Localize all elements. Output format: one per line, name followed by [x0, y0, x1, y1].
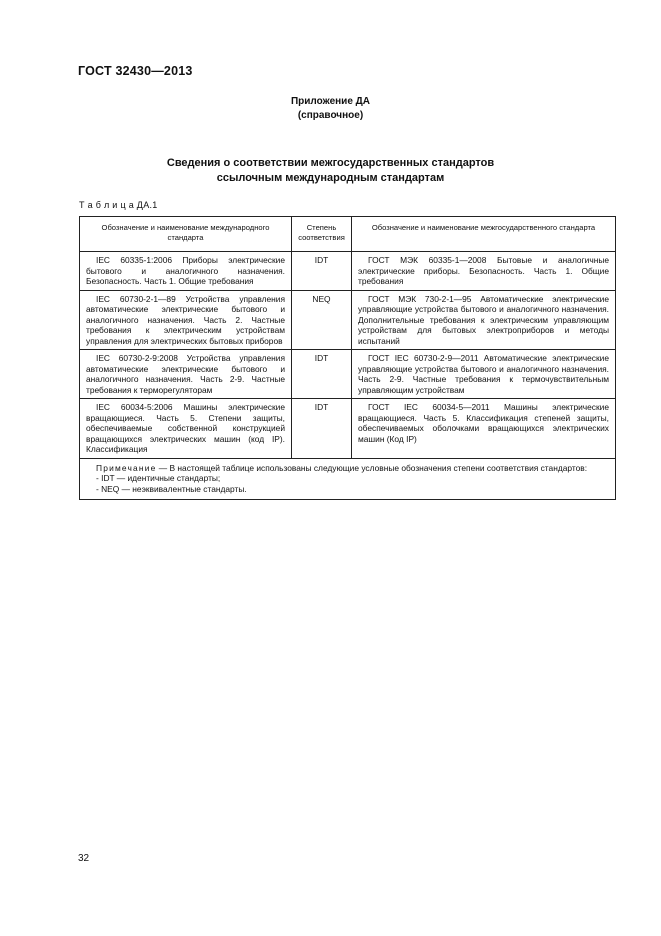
- note-item-neq: - NEQ — неэквивалентные стандарты.: [96, 483, 247, 494]
- interstate-standard-cell: ГОСТ МЭК 730-2-1—95 Автоматические электрические управляющие устройства бытового и аналогичного назначения. Дополнительные требования к электрическим управляющим устройствам для бытовых электроприборов и методы испытаний: [352, 290, 616, 350]
- intl-standard-cell: IEC 60730-2-1—89 Устройства управления автоматические электрические бытового и аналогичного назначения. Часть 2. Частные требования к электрическим устройствам управления для электрических бытовых приборов: [80, 290, 292, 350]
- degree-cell: NEQ: [292, 290, 352, 350]
- degree-cell: IDT: [292, 252, 352, 291]
- section-heading-line-2: ссылочным международным стандартам: [216, 172, 445, 184]
- section-heading: [0, 156, 661, 186]
- appendix-title: Приложение ДА: [290, 96, 371, 107]
- table-note: [80, 458, 616, 500]
- note-title: Примечание: [96, 462, 157, 473]
- section-heading-line-1: Сведения о соответствии межгосударственных стандартов: [166, 157, 495, 169]
- table-row: [80, 350, 616, 399]
- degree-cell: IDT: [292, 350, 352, 399]
- interstate-standard-cell: ГОСТ IEC 60034-5—2011 Машины электрические вращающиеся. Часть 5. Классификация степеней защиты, обеспечиваемых оболочками вращающихся электрических машин (Код IP): [352, 399, 616, 459]
- note-text: — В настоящей таблице использованы следующие условные обозначения степени соответствия стандартов:: [156, 462, 588, 473]
- header-intl-standard: Обозначение и наименование международного стандарта: [80, 217, 292, 252]
- table-row: [80, 290, 616, 350]
- page-number: 32: [78, 853, 90, 864]
- appendix-heading: [0, 95, 661, 123]
- intl-standard-cell: IEC 60730-2-9:2008 Устройства управления автоматические электрические бытового и аналогичного назначения. Часть 2-9. Частные требования к терморегуляторам: [80, 350, 292, 399]
- table-header-row: [80, 217, 616, 252]
- document-code: ГОСТ 32430—2013: [78, 64, 193, 78]
- appendix-subtitle: (справочное): [297, 110, 364, 121]
- note-item-idt: - IDT — идентичные стандарты;: [96, 473, 221, 483]
- table-caption: Т а б л и ц а ДА.1: [79, 200, 158, 210]
- degree-cell: IDT: [292, 399, 352, 459]
- header-interstate-standard: Обозначение и наименование межгосударственного стандарта: [352, 217, 616, 252]
- table-note-row: [80, 458, 616, 500]
- header-degree: Степень соответствия: [292, 217, 352, 252]
- intl-standard-cell: IEC 60034-5:2006 Машины электрические вращающиеся. Часть 5. Степени защиты, обеспечиваемые собственной конструкцией вращающихся электрических машин (код IP). Классификация: [80, 399, 292, 459]
- intl-standard-cell: IEC 60335-1:2006 Приборы электрические бытового и аналогичного назначения. Безопасность. Часть 1. Общие требования: [80, 252, 292, 291]
- interstate-standard-cell: ГОСТ IEC 60730-2-9—2011 Автоматические электрические управляющие устройства бытового и аналогичного назначения. Часть 2-9. Частные требования к термочувствительным управляющим устройствам: [352, 350, 616, 399]
- correspondence-table: [79, 216, 616, 500]
- interstate-standard-cell: ГОСТ МЭК 60335-1—2008 Бытовые и аналогичные электрические приборы. Безопасность. Часть 1. Общие требования: [352, 252, 616, 291]
- table-row: [80, 252, 616, 291]
- table-row: [80, 399, 616, 459]
